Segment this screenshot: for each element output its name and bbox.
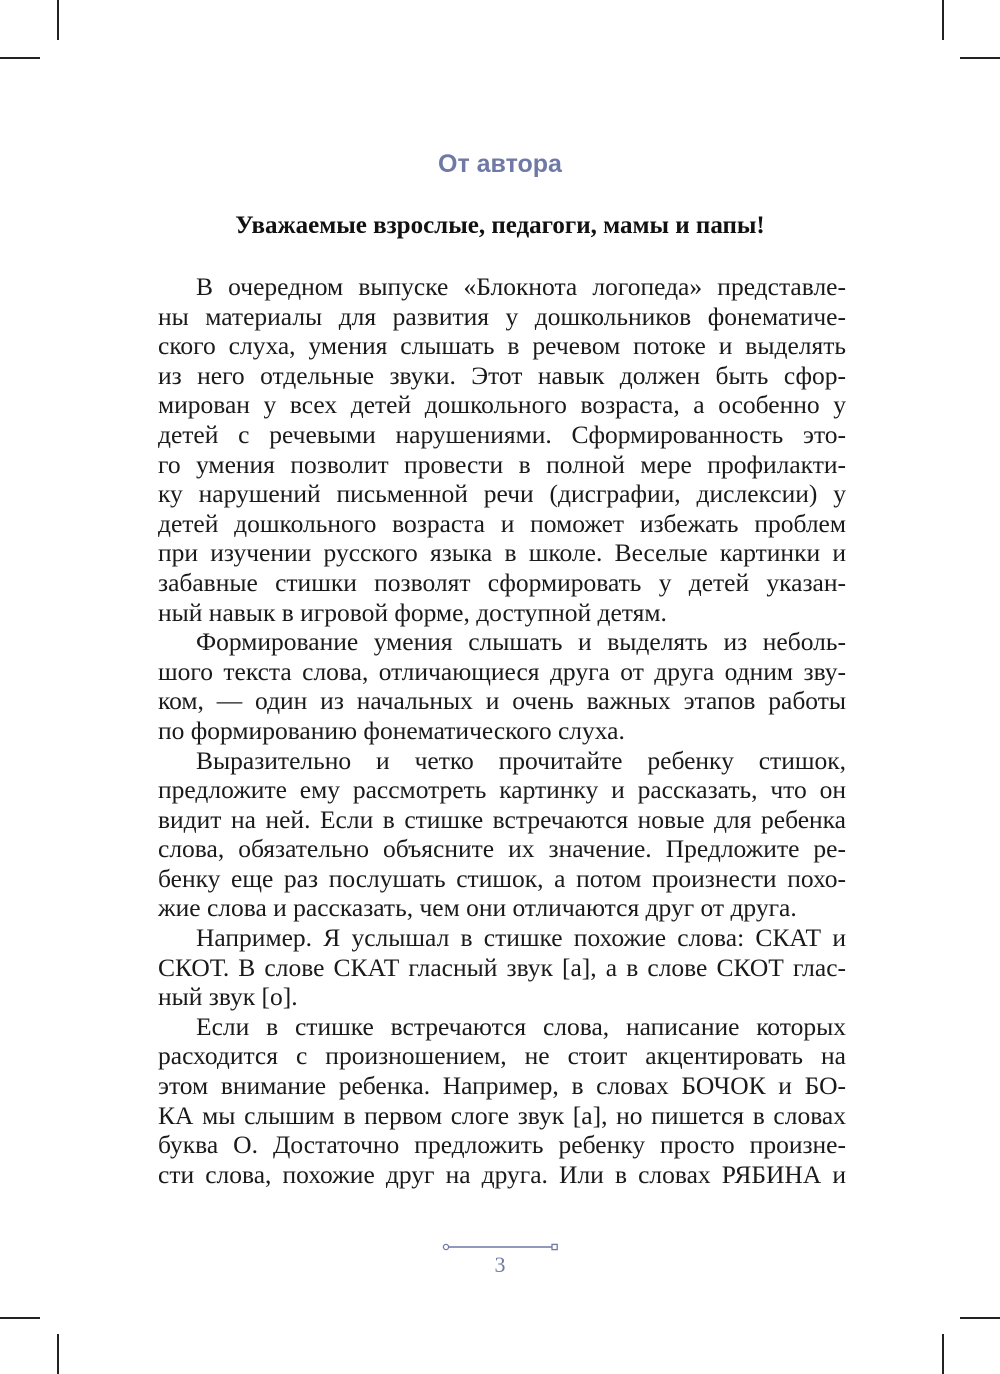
text-line: СКОТ. В слове СКАТ гласный звук [а], а в слове СКОТ глас- (158, 952, 846, 982)
crop-mark-top-right-vertical (942, 0, 944, 40)
crop-mark-top-right-horizontal (960, 57, 1000, 59)
text-line: ны материалы для развития у дошкольников фонематиче- (158, 301, 846, 331)
text-line: сти слова, похожие друг на друга. Или в словах РЯБИНА и (158, 1159, 846, 1189)
text-line: предложите ему рассмотреть картинку и рассказать, что он (158, 775, 846, 805)
text-line: детей с речевыми нарушениями. Сформированность это- (158, 419, 846, 449)
text-line: слова, обязательно объясните их значение. Предложите ре- (158, 834, 846, 864)
salutation-heading: Уважаемые взрослые, педагоги, мамы и папы! (235, 212, 765, 239)
text-line: го умения позволит провести в полной мере профилакти- (158, 449, 846, 479)
text-line: В очередном выпуске «Блокнота логопеда» представле- (196, 272, 846, 301)
crop-mark-top-left-vertical (57, 0, 59, 40)
text-line: Формирование умения слышать и выделять из неболь- (196, 627, 846, 657)
page-title: От автора (438, 150, 562, 178)
text-line: КА мы слышим в первом слоге звук [а], но пишется в словах (158, 1100, 846, 1130)
body-text (158, 272, 846, 1189)
text-line: ского слуха, умения слышать в речевом потоке и выделять (158, 331, 846, 361)
crop-mark-top-left-horizontal (0, 57, 40, 59)
text-line: детей дошкольного возраста и поможет избежать проблем (158, 508, 846, 538)
text-line: этом внимание ребенка. Например, в словах БОЧОК и БО- (158, 1071, 846, 1101)
text-line: по формированию фонематического слуха. (158, 715, 625, 745)
crop-mark-bottom-left-vertical (57, 1334, 59, 1374)
crop-mark-bottom-right-vertical (942, 1334, 944, 1374)
text-line: ный звук [о]. (158, 982, 298, 1012)
page-number: 3 (494, 1252, 506, 1277)
text-line: Если в стишке встречаются слова, написание которых (196, 1011, 846, 1041)
text-line: ком, — один из начальных и очень важных этапов работы (158, 686, 846, 716)
text-line: Например. Я услышал в стишке похожие слова: СКАТ и (196, 923, 846, 953)
text-line: Выразительно и четко прочитайте ребенку стишок, (196, 745, 846, 775)
text-line: из него отдельные звуки. Этот навык должен быть сфор- (158, 360, 846, 390)
text-line: шого текста слова, отличающиеся друга от друга одним зву- (158, 656, 846, 686)
crop-mark-bottom-left-horizontal (0, 1317, 40, 1319)
text-line: ку нарушений письменной речи (дисграфии, дислексии) у (158, 479, 846, 509)
text-line: при изучении русского языка в школе. Веселые картинки и (158, 538, 846, 568)
text-line: видит на ней. Если в стишке встречаются новые для ребенка (158, 804, 846, 834)
text-line: бенку еще раз послушать стишок, а потом произнести похо- (158, 863, 846, 893)
text-line: ный навык в игровой форме, доступной детям. (158, 597, 667, 627)
text-line: мирован у всех детей дошкольного возраста, а особенно у (158, 390, 846, 420)
text-line: жие слова и рассказать, чем они отличаются друг от друга. (158, 893, 797, 923)
crop-mark-bottom-right-horizontal (960, 1317, 1000, 1319)
text-line: расходится с произношением, не стоит акцентировать на (158, 1041, 846, 1071)
text-line: буква О. Достаточно предложить ребенку просто произне- (158, 1130, 846, 1160)
text-line: забавные стишки позволят сформировать у детей указан- (158, 567, 846, 597)
